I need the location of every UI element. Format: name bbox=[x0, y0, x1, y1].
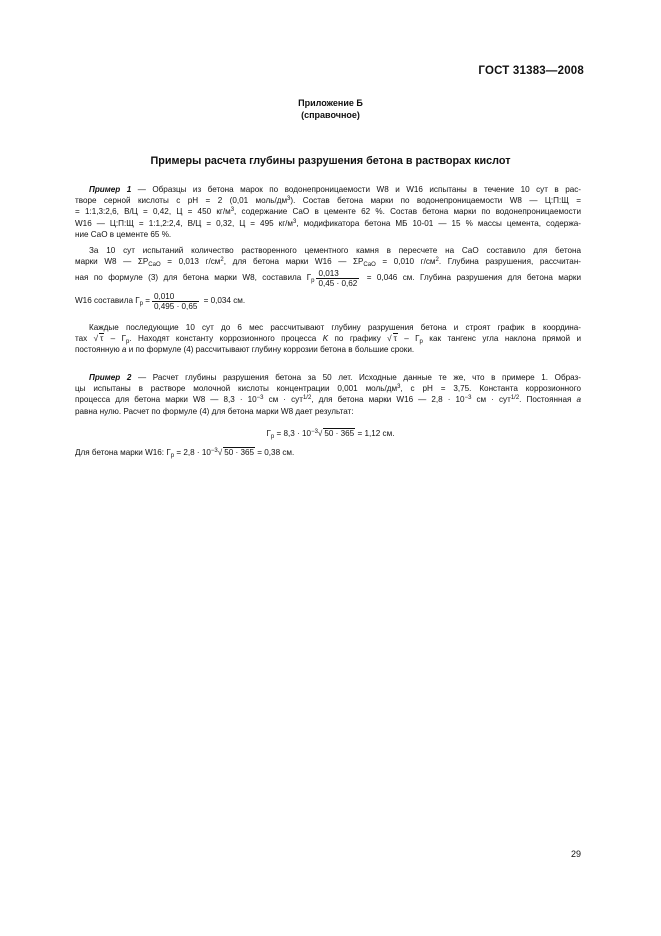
example1-paragraph1: Пример 1 — Образцы из бетона марок по водонепроницаемости W8 и W16 испытаны в течение 10 сут в рас- творе серной кислоты с pH = 2 (0,01 моль/$дм^3$). Состав бетона марки по водонепроницаемости W8 — Ц:П:Щ = = 1:1,3:2,6, В/Ц = 0,42, Ц = 450 $кг/м^3$, содержание CaO в цементе 62 %. Состав бетона марки по водонепроницаемости W16 — Ц:П:Щ = 1:1,2:2,4, В/Ц = 0,32, Ц = 495 $кг/м^3$, модификатора бетона МБ 10-01 — 15 % массы цемента, содержа- ние CaO в цементе 65 %. bbox=[75, 185, 582, 239]
fraction-w16: $\frac{0,010}{0,495 \cdot 0,65}$ bbox=[153, 291, 198, 311]
example2-paragraph: Пример 2 — Расчет глубины разрушения бетона за 50 лет. Исходные данные те же, что в примере 1. Образ- цы испытаны в растворе молочной кислоты концентрации 0,001 моль/$дм^3$, с pH = 3,75. Константа коррозионного процесса для бетона марки W8 — $8,3 \cdot 10^{-3}$ см · сут$^{1/2}$, для бетона марки W16 — $2,8 \cdot 10^{-3}$ см · сут$^{1/2}$. Постоянная а равна нулю. Расчет по формуле (4) для бетона марки W8 дает результат: bbox=[75, 373, 581, 416]
page-number: 29 bbox=[570, 849, 581, 859]
fraction-w8: $\frac{0,013}{0,45 \cdot 0,62}$ bbox=[318, 268, 358, 288]
annex-title: Примеры расчета глубины разрушения бетона в растворах кислот bbox=[150, 155, 511, 167]
example2-lead: Пример 2 bbox=[89, 373, 132, 382]
sqrt-tau: τ bbox=[100, 334, 104, 344]
annex-type: (справочное) bbox=[301, 110, 360, 120]
annex-label: Приложение Б bbox=[298, 98, 363, 108]
example1-paragraph2: За 10 сут испытаний количество растворенного цементного камня в пересчете на CaO составило для бетона марки W8 — $\Sigma P_{CaO} = 0,013$ $г/см^2$, для бетона марки W16 — $\Sigma P_{CaO} = 0,010$ $г/см^2$. Глубина разрушения, рассчитан- ная по формуле (3) для бетона марки W8, составила $Г_р$ $\frac{0,013}{0,45 \cdot 0,62}$ = 0,046 см. Глубина разрушения для бетона марки W16 составила $Г_р$ = $\frac{0,010}{0,495 \cdot 0,65}$ = 0,034 см. bbox=[75, 246, 582, 311]
standard-number: ГОСТ 31383—2008 bbox=[478, 65, 584, 77]
result-w16: Для бетона марки W16: $Г_р = 2,8 \cdot 10^{-3}√$ 50 · 365 = 0,38 см. bbox=[75, 448, 295, 459]
formula-w8: $Г_р = 8,3 \cdot 10^{-3}√$ 50 · 365 = 1,12 см. bbox=[266, 429, 395, 440]
sqrt-tau-2: τ bbox=[393, 334, 397, 344]
example1-lead: Пример 1 bbox=[89, 185, 132, 194]
example1-paragraph3: Каждые последующие 10 сут до 6 мес рассчитывают глубину разрушения бетона и строят график в координа- тах √ τ – $Г_р$. Находят константу коррозионного процесса K по графику √ τ – $Г_р$ как тангенс угла наклона прямой и постоянную а и по формуле (4) рассчитывают глубину коррозии бетона в большие сроки. bbox=[75, 323, 582, 355]
